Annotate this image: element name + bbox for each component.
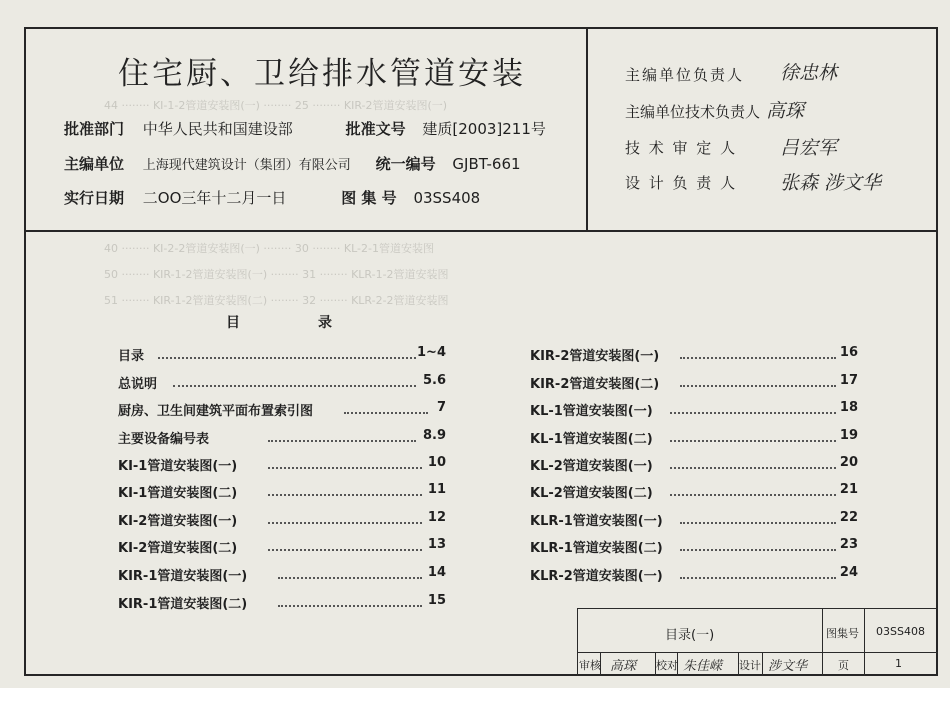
design-lead-signature: 张森 涉文华 bbox=[780, 172, 882, 194]
toc-entry-page: 12 bbox=[427, 510, 446, 525]
toc-entry-name: KIR-1管道安装图(一) bbox=[118, 569, 248, 584]
toc-entry[interactable] bbox=[118, 593, 446, 613]
toc-entry-name: KL-1管道安装图(二) bbox=[530, 432, 653, 447]
toc-leader-dots bbox=[344, 400, 428, 414]
toc-heading-left: 目 bbox=[226, 315, 240, 331]
toc-entry[interactable] bbox=[530, 373, 858, 393]
toc-leader-dots bbox=[680, 345, 836, 359]
toc-entry-page: 13 bbox=[427, 537, 446, 552]
toc-entry-page: 18 bbox=[839, 400, 858, 415]
check-signature: 朱佳嵘 bbox=[683, 659, 723, 674]
tech-head-label: 主编单位技术负责人 bbox=[625, 103, 761, 121]
toc-entry-page: 5.6 bbox=[422, 373, 446, 388]
toc-entry-name: KI-1管道安装图(二) bbox=[118, 486, 238, 501]
toc-entry-name: 总说明 bbox=[118, 377, 158, 392]
design-label: 设计 bbox=[739, 659, 761, 672]
toc-entry-name: KL-2管道安装图(一) bbox=[530, 459, 653, 474]
toc-entry[interactable] bbox=[530, 537, 858, 557]
toc-entry[interactable] bbox=[530, 345, 858, 365]
toc-leader-dots bbox=[680, 510, 836, 524]
toc-entry-page: 1~4 bbox=[417, 345, 446, 360]
toc-entry[interactable] bbox=[530, 510, 858, 530]
toc-entry-name: KIR-1管道安装图(二) bbox=[118, 597, 248, 612]
toc-entry-page: 7 bbox=[436, 400, 446, 415]
toc-entry[interactable] bbox=[118, 537, 446, 557]
toc-leader-dots bbox=[670, 482, 836, 496]
bottom-margin bbox=[0, 688, 950, 706]
toc-entry-name: KLR-1管道安装图(二) bbox=[530, 541, 663, 556]
tech-head-signature: 高琛 bbox=[766, 100, 805, 122]
toc-entry-name: KIR-2管道安装图(二) bbox=[530, 377, 660, 392]
toc-entry-page: 21 bbox=[839, 482, 858, 497]
toc-leader-dots bbox=[278, 593, 422, 607]
toc-leader-dots bbox=[268, 482, 422, 496]
bleed-through-text: 40 ········ KI-2-2管道安装图(一) ········ 30 ········ KL-2-1管道安装图 bbox=[104, 242, 434, 255]
toc-entry-page: 15 bbox=[427, 593, 446, 608]
toc-leader-dots bbox=[670, 455, 836, 469]
toc-leader-dots bbox=[268, 455, 422, 469]
toc-entry-page: 22 bbox=[839, 510, 858, 525]
editor-unit: 上海现代建筑设计（集团）有限公司 bbox=[142, 158, 351, 173]
tech-reviewer-label: 技 术 审 定 人 bbox=[625, 139, 738, 157]
toc-leader-dots bbox=[268, 428, 416, 442]
approval-dept-label: 批准部门 bbox=[64, 120, 125, 138]
toc-entry-name: 目录 bbox=[118, 349, 145, 364]
drawing-name: 目录(一) bbox=[665, 628, 715, 643]
toc-entry-page: 24 bbox=[839, 565, 858, 580]
toc-leader-dots bbox=[158, 345, 416, 359]
toc-entry-page: 23 bbox=[839, 537, 858, 552]
toc-entry[interactable] bbox=[530, 482, 858, 502]
tb-atlas-no-label: 图集号 bbox=[826, 627, 859, 640]
header-vertical-divider bbox=[586, 27, 588, 231]
header-divider bbox=[24, 230, 938, 232]
toc-leader-dots bbox=[680, 537, 836, 551]
chief-unit-head-label: 主编单位负责人 bbox=[625, 66, 745, 84]
toc-entry-name: KL-2管道安装图(二) bbox=[530, 486, 653, 501]
toc-entry[interactable] bbox=[530, 455, 858, 475]
atlas-title: 住宅厨、卫给排水管道安装 bbox=[118, 56, 526, 92]
approval-dept: 中华人民共和国建设部 bbox=[142, 120, 293, 138]
bleed-through-text: 50 ········ KIR-1-2管道安装图(一) ········ 31 ········ KLR-1-2管道安装图 bbox=[104, 268, 449, 281]
toc-entry[interactable] bbox=[118, 373, 446, 393]
toc-leader-dots bbox=[680, 565, 836, 579]
toc-entry-name: KI-1管道安装图(一) bbox=[118, 459, 238, 474]
toc-entry-name: KLR-2管道安装图(一) bbox=[530, 569, 663, 584]
toc-entry-name: KIR-2管道安装图(一) bbox=[530, 349, 660, 364]
toc-leader-dots bbox=[670, 428, 836, 442]
toc-entry[interactable] bbox=[118, 510, 446, 530]
review-signature: 高琛 bbox=[610, 659, 637, 674]
toc-leader-dots bbox=[173, 373, 416, 387]
bleed-through-text: 51 ········ KIR-1-2管道安装图(二) ········ 32 ········ KLR-2-2管道安装图 bbox=[104, 294, 449, 307]
toc-entry-page: 11 bbox=[427, 482, 446, 497]
toc-entry[interactable] bbox=[530, 400, 858, 420]
effective-row bbox=[64, 187, 480, 208]
toc-entry-name: KI-2管道安装图(二) bbox=[118, 541, 238, 556]
toc-leader-dots bbox=[268, 537, 422, 551]
page-number: 1 bbox=[895, 657, 902, 670]
bleed-through-text: 44 ········ KI-1-2管道安装图(一) ········ 25 ········ KIR-2管道安装图(一) bbox=[104, 99, 448, 112]
toc-leader-dots bbox=[670, 400, 836, 414]
tech-reviewer-signature: 吕宏军 bbox=[780, 137, 838, 159]
toc-entry[interactable] bbox=[118, 428, 446, 448]
toc-entry-page: 20 bbox=[839, 455, 858, 470]
toc-entry[interactable] bbox=[118, 400, 446, 420]
effective-date-label: 实行日期 bbox=[64, 189, 125, 207]
toc-leader-dots bbox=[268, 510, 422, 524]
tb-atlas-no: 03SS408 bbox=[876, 625, 925, 638]
design-signature: 涉文华 bbox=[768, 659, 808, 674]
chief-unit-head-signature: 徐忠林 bbox=[780, 62, 838, 84]
editor-unit-label: 主编单位 bbox=[64, 155, 125, 173]
toc-entry[interactable] bbox=[118, 482, 446, 502]
approval-no: 建质[2003]211号 bbox=[422, 120, 546, 138]
review-label: 审核 bbox=[579, 659, 601, 672]
toc-entry-page: 8.9 bbox=[422, 428, 446, 443]
effective-date: 二OO三年十二月一日 bbox=[142, 189, 287, 207]
check-label: 校对 bbox=[656, 659, 678, 672]
unified-no: GJBT-661 bbox=[452, 155, 521, 173]
toc-entry-page: 10 bbox=[427, 455, 446, 470]
approval-row bbox=[64, 118, 546, 139]
design-lead-label: 设 计 负 责 人 bbox=[625, 174, 738, 192]
toc-entry-page: 16 bbox=[839, 345, 858, 360]
toc-entry[interactable] bbox=[118, 455, 446, 475]
atlas-no: 03SS408 bbox=[413, 189, 481, 207]
toc-entry[interactable] bbox=[118, 345, 446, 365]
approval-no-label: 批准文号 bbox=[345, 120, 406, 138]
toc-entry-name: 主要设备编号表 bbox=[118, 432, 210, 447]
toc-entry-name: KI-2管道安装图(一) bbox=[118, 514, 238, 529]
toc-entry-page: 17 bbox=[839, 373, 858, 388]
page-label: 页 bbox=[838, 659, 849, 672]
editor-row bbox=[64, 153, 521, 174]
toc-leader-dots bbox=[278, 565, 422, 579]
toc-leader-dots bbox=[680, 373, 836, 387]
toc-entry[interactable] bbox=[530, 565, 858, 585]
toc-entry-page: 14 bbox=[427, 565, 446, 580]
toc-entry[interactable] bbox=[530, 428, 858, 448]
toc-entry-name: KL-1管道安装图(一) bbox=[530, 404, 653, 419]
atlas-no-label: 图 集 号 bbox=[341, 189, 397, 207]
toc-heading-right: 录 bbox=[318, 315, 332, 331]
toc-entry-name: KLR-1管道安装图(一) bbox=[530, 514, 663, 529]
toc-entry[interactable] bbox=[118, 565, 446, 585]
toc-entry-name: 厨房、卫生间建筑平面布置索引图 bbox=[118, 404, 314, 419]
unified-no-label: 统一编号 bbox=[375, 155, 436, 173]
toc-entry-page: 19 bbox=[839, 428, 858, 443]
